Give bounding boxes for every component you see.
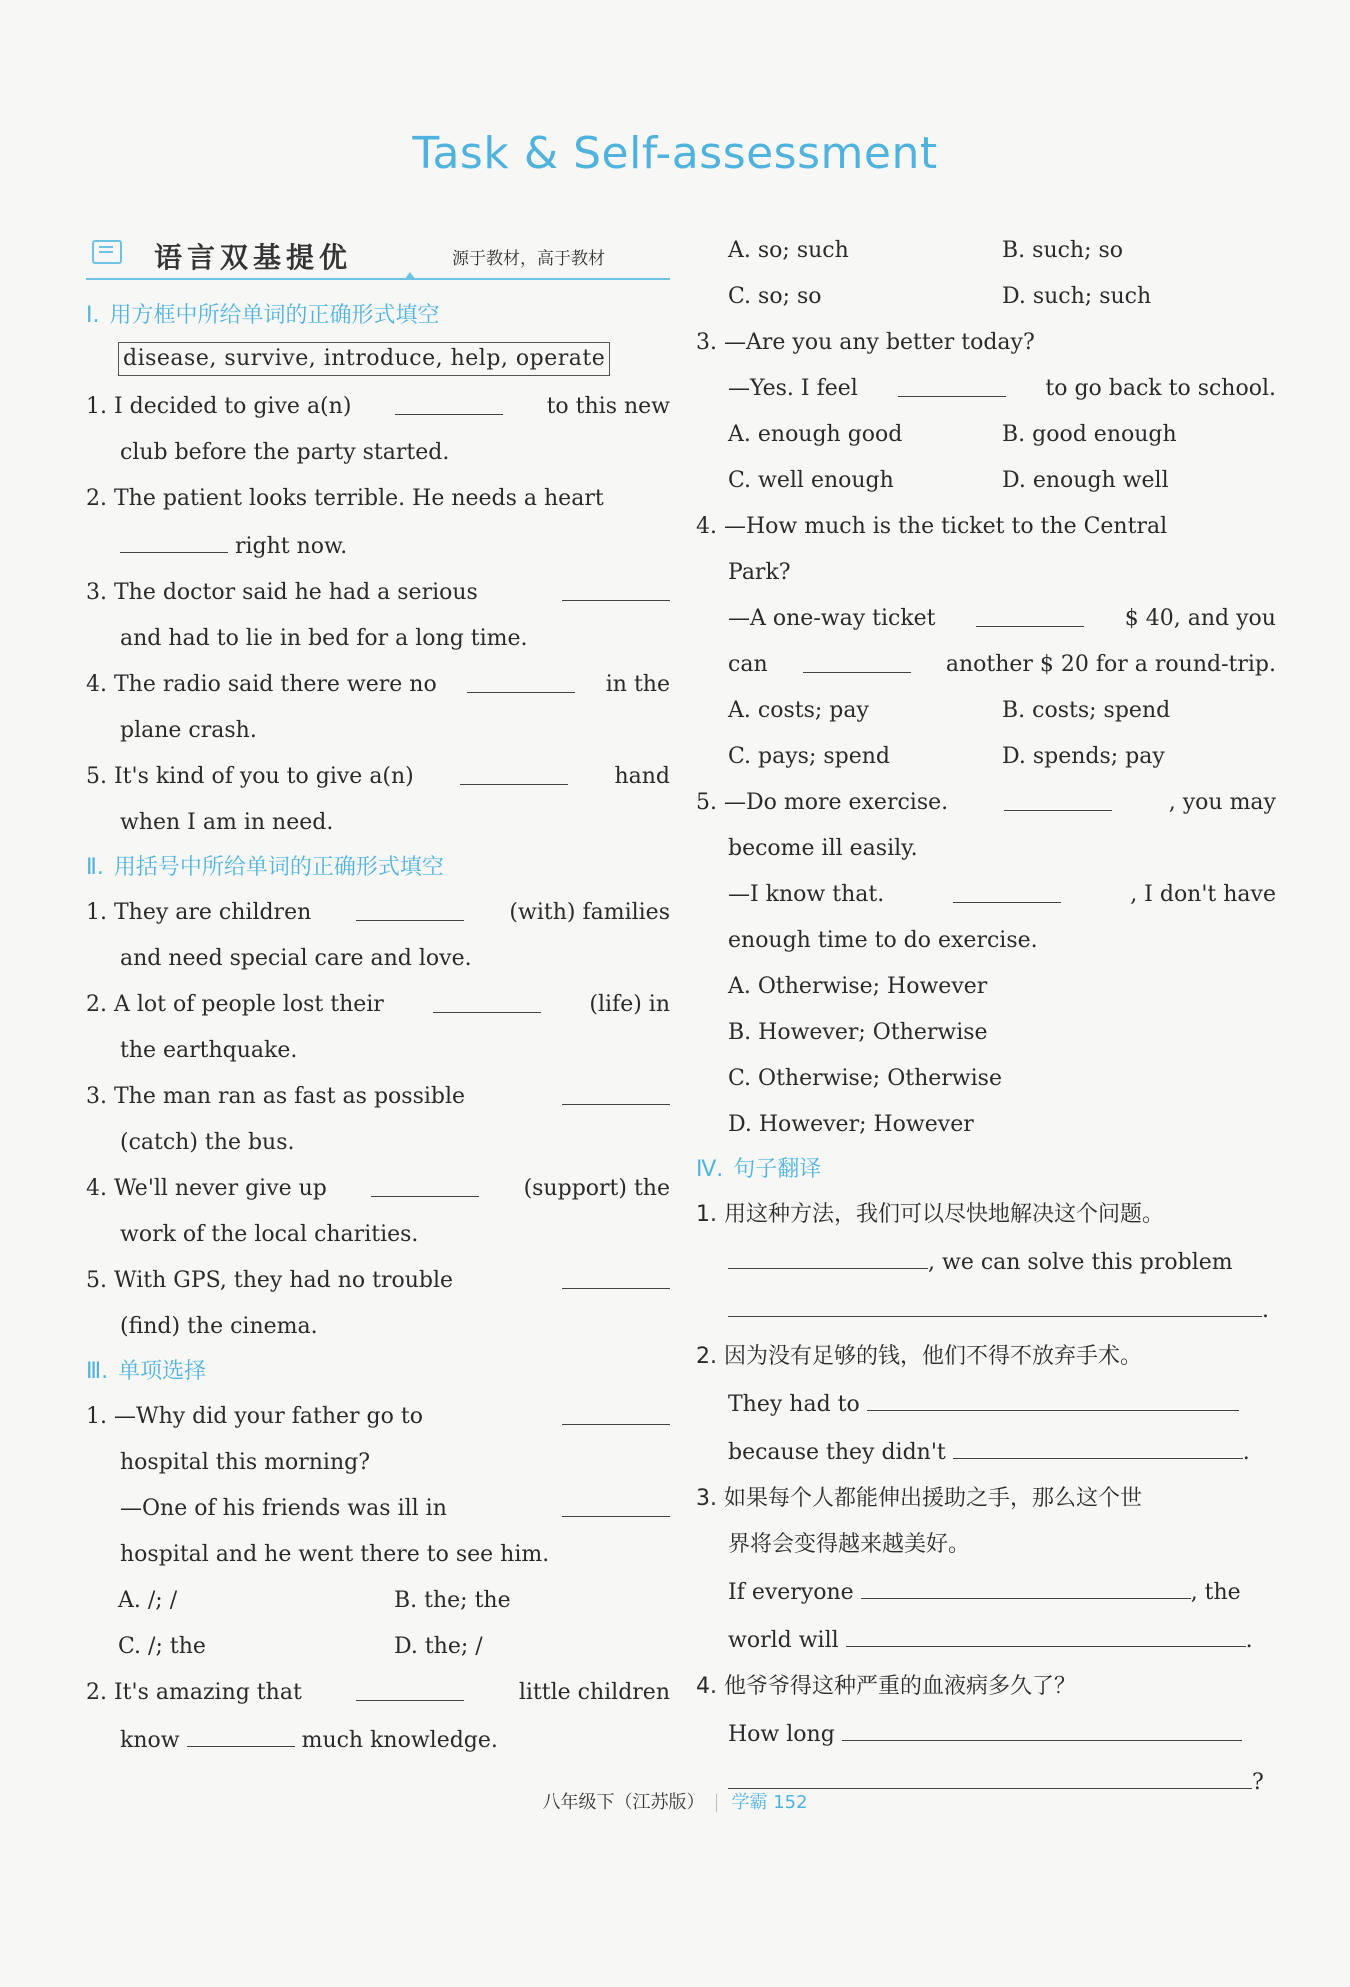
option-d[interactable]: D. enough well [1002,468,1169,493]
s3-q2-cont: know much knowledge. [86,1716,670,1764]
s1-q3: 3. The doctor said he had a serious [86,570,670,616]
answer-blank[interactable] [371,1166,479,1197]
option-d[interactable]: D. spends; pay [1002,744,1165,769]
s3-q1-reply: —One of his friends was ill in [86,1486,670,1532]
s3-q5: 5. —Do more exercise. , you may [696,780,1276,826]
option-a[interactable]: A. /; / [118,1588,178,1613]
banner-title: 语言双基提优 [154,241,353,274]
page-number: 152 [773,1792,808,1813]
s3-q3-reply: —Yes. I feel to go back to school. [696,366,1276,412]
s1-q4-cont: plane crash. [120,718,257,743]
s3-q1-cont: hospital this morning? [120,1450,371,1475]
answer-blank[interactable] [356,1670,464,1701]
s4-q4-answer: How long [696,1710,1276,1758]
word-box: disease, survive, introduce, help, operate [118,342,610,376]
s4-q3-chinese-cont: 界将会变得越来越美好。 [728,1532,971,1557]
answer-blank[interactable] [728,1238,928,1269]
right-column [696,228,1276,1806]
section-3-heading: Ⅲ. 单项选择 [86,1359,207,1384]
s4-q3-chinese: 3. 如果每个人都能伸出援助之手，那么这个世 [696,1486,1142,1511]
answer-blank[interactable] [120,522,228,553]
s3-q1-options [86,1578,670,1624]
s2-q4-cont: work of the local charities. [120,1222,419,1247]
s3-q4-reply: —A one-way ticket $ 40, and you [696,596,1276,642]
answer-blank[interactable] [356,890,464,921]
section-2-heading: Ⅱ. 用括号中所给单词的正确形式填空 [86,855,444,880]
footer-brand: 学霸 152 [731,1792,808,1813]
s1-q4: 4. The radio said there were no in the [86,662,670,708]
s3-q2: 2. It's amazing that little children [86,1670,670,1716]
s3-q5-cont: become ill easily. [728,836,918,861]
option-a[interactable]: A. so; such [728,238,849,263]
option-c[interactable]: C. so; so [728,284,822,309]
s2-q2-cont: the earthquake. [120,1038,298,1063]
book-icon [92,240,122,264]
answer-blank[interactable] [187,1716,295,1747]
s2-q5-cont: (find) the cinema. [120,1314,318,1339]
option-d[interactable]: D. such; such [1002,284,1152,309]
s1-q1: 1. I decided to give a(n) to this new [86,384,670,430]
answer-blank[interactable] [976,596,1084,627]
option-b[interactable]: B. However; Otherwise [728,1020,988,1045]
answer-blank[interactable] [803,642,911,673]
s3-q2-options-2 [696,274,1276,320]
option-d[interactable]: D. However; However [728,1112,974,1137]
s3-q4-options [696,688,1276,734]
s3-q1-reply-cont: hospital and he went there to see him. [120,1542,550,1567]
option-d[interactable]: D. the; / [394,1634,483,1659]
s3-q3-options-2 [696,458,1276,504]
option-c[interactable]: C. Otherwise; Otherwise [728,1066,1002,1091]
left-column [86,228,670,1764]
s3-q4-options-2 [696,734,1276,780]
s4-q1-answer-2: . [696,1286,1276,1334]
s3-q4: 4. —How much is the ticket to the Central [696,514,1168,539]
option-b[interactable]: B. such; so [1002,238,1124,263]
answer-blank[interactable] [395,384,503,415]
option-a[interactable]: A. Otherwise; However [728,974,988,999]
s1-q3-cont: and had to lie in bed for a long time. [120,626,528,651]
option-c[interactable]: C. pays; spend [728,744,891,769]
answer-blank[interactable] [460,754,568,785]
option-b[interactable]: B. good enough [1002,422,1177,447]
banner-subtitle: 源于教材，高于教材 [452,249,605,269]
s3-q5-reply-cont: enough time to do exercise. [728,928,1038,953]
s4-q2-chinese: 2. 因为没有足够的钱，他们不得不放弃手术。 [696,1344,1142,1369]
s3-q3-options [696,412,1276,458]
footer-divider [716,1794,717,1812]
answer-blank[interactable] [467,662,575,693]
answer-blank[interactable] [728,1286,1262,1317]
page-title: Task & Self-assessment [412,128,938,179]
s4-q4-chinese: 4. 他爷爷得这种严重的血液病多久了？ [696,1674,1076,1699]
page-footer [0,1788,1350,1814]
s1-q1-cont: club before the party started. [120,440,450,465]
s2-q1: 1. They are children (with) families [86,890,670,936]
option-a[interactable]: A. enough good [728,422,903,447]
section-banner [86,228,670,280]
s3-q4-reply-cont: can another $ 20 for a round-trip. [696,642,1276,688]
option-b[interactable]: B. the; the [394,1588,511,1613]
answer-blank[interactable] [953,872,1061,903]
answer-blank[interactable] [842,1710,1242,1741]
triangle-marker-icon [404,272,416,280]
answer-blank[interactable] [562,1486,670,1517]
s4-q1-answer: , we can solve this problem [696,1238,1276,1286]
section-4-heading: Ⅳ. 句子翻译 [696,1157,822,1182]
s3-q4-cont: Park? [728,560,791,585]
s2-q3: 3. The man ran as fast as possible [86,1074,670,1120]
answer-blank[interactable] [562,1258,670,1289]
s4-q2-answer: They had to [696,1380,1276,1428]
s4-q1-chinese: 1. 用这种方法，我们可以尽快地解决这个问题。 [696,1202,1164,1227]
s2-q2: 2. A lot of people lost their (life) in [86,982,670,1028]
s1-q5: 5. It's kind of you to give a(n) hand [86,754,670,800]
answer-blank[interactable] [861,1568,1191,1599]
s1-q2: 2. The patient looks terrible. He needs a heart [86,486,604,511]
answer-blank[interactable] [562,1394,670,1425]
s3-q3: 3. —Are you any better today? [696,330,1035,355]
answer-blank[interactable] [728,1758,1252,1789]
option-a[interactable]: A. costs; pay [728,698,869,723]
option-c[interactable]: C. /; the [118,1634,206,1659]
s3-q5-reply: —I know that. , I don't have [696,872,1276,918]
section-1-heading: Ⅰ. 用方框中所给单词的正确形式填空 [86,303,440,328]
s2-q5: 5. With GPS, they had no trouble [86,1258,670,1304]
answer-blank[interactable] [433,982,541,1013]
s4-q3-answer: If everyone , the [696,1568,1276,1616]
s3-q1: 1. —Why did your father go to [86,1394,670,1440]
answer-blank[interactable] [562,570,670,601]
s2-q4: 4. We'll never give up (support) the [86,1166,670,1212]
s4-q3-answer-2: world will . [696,1616,1276,1664]
s2-q1-cont: and need special care and love. [120,946,472,971]
s1-q2-cont: right now. [86,522,670,570]
s4-q2-answer-2: because they didn't . [696,1428,1276,1476]
footer-grade: 八年级下（江苏版） [542,1792,705,1813]
option-b[interactable]: B. costs; spend [1002,698,1171,723]
option-c[interactable]: C. well enough [728,468,894,493]
answer-blank[interactable] [898,366,1006,397]
answer-blank[interactable] [846,1616,1246,1647]
s2-q3-cont: (catch) the bus. [120,1130,295,1155]
s3-q2-options [696,228,1276,274]
answer-blank[interactable] [953,1428,1243,1459]
answer-blank[interactable] [867,1380,1239,1411]
answer-blank[interactable] [1004,780,1112,811]
s3-q1-options-2 [86,1624,670,1670]
s4-q4-answer-2: ? [696,1758,1276,1806]
answer-blank[interactable] [562,1074,670,1105]
s1-q5-cont: when I am in need. [120,810,334,835]
